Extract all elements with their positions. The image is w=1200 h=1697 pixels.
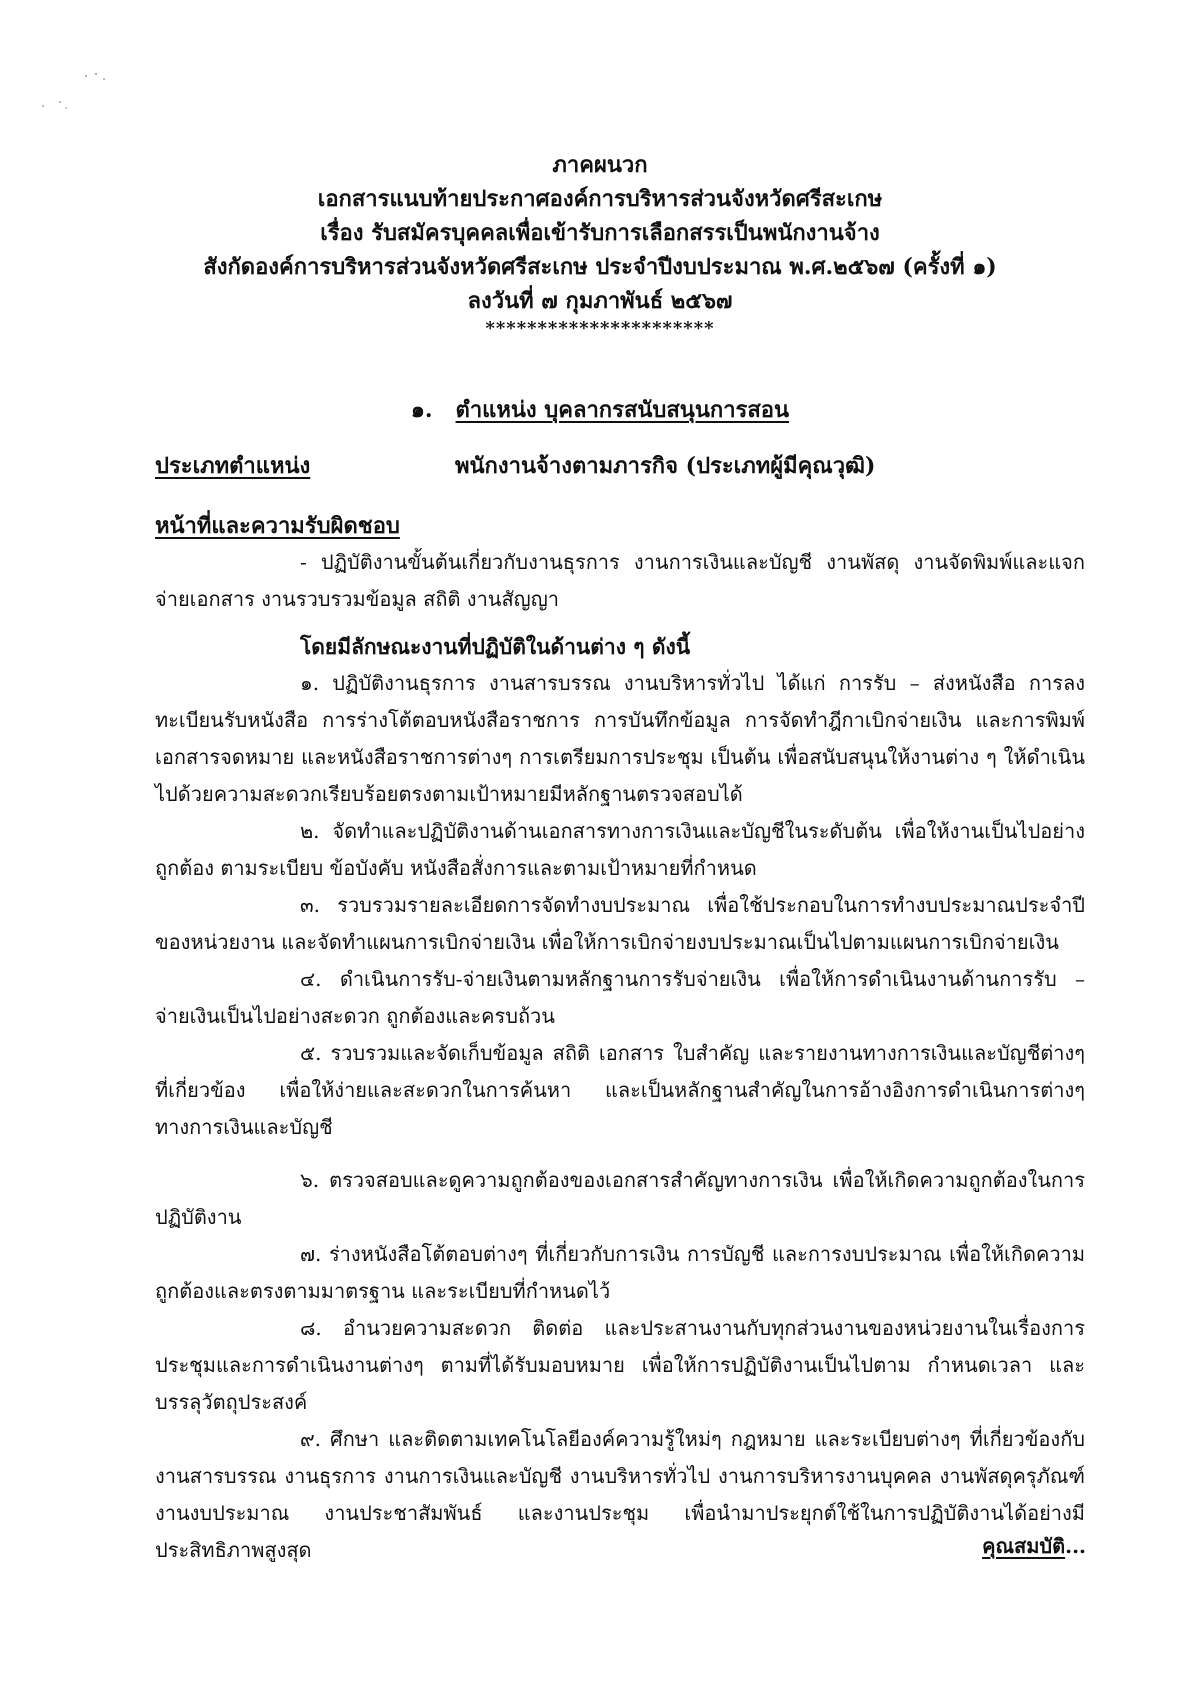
duties-summary: - ปฏิบัติงานขั้นต้นเกี่ยวกับงานธุรการ งานการเงินและบัญชี งานพัสดุ งานจัดพิมพ์และแจกจ่ายเอกสาร งานรวบรวมข้อมูล สถิติ งานสัญญา <box>155 550 1085 611</box>
header-agency: สังกัดองค์การบริหารส่วนจังหวัดศรีสะเกษ ประจำปีงบประมาณ พ.ศ.๒๕๖๗ (ครั้งที่ ๑) <box>203 254 997 280</box>
duties-subheading: โดยมีลักษณะงานที่ปฏิบัติในด้านต่าง ๆ ดังนี้ <box>300 634 691 659</box>
position-type-label: ประเภทตำแหน่ง <box>155 453 311 479</box>
section-number: ๑. <box>410 397 433 423</box>
duty-item: ๗. ร่างหนังสือโต้ตอบต่างๆ ที่เกี่ยวกับการเงิน การบัญชี และการงบประมาณ เพื่อให้เกิดความถูกต้องและตรงตามมาตรฐาน และระเบียบที่กำหนดไว้ <box>155 1242 1085 1303</box>
position-type-value: พนักงานจ้างตามภารกิจ (ประเภทผู้มีคุณวุฒิ) <box>455 453 876 479</box>
document-header <box>150 148 1050 340</box>
catchword-ellipsis: ... <box>1065 1534 1086 1558</box>
header-attachment: เอกสารแนบท้ายประกาศองค์การบริหารส่วนจังหวัดศรีสะเกษ <box>317 186 883 212</box>
next-page-catchword <box>982 1530 1086 1562</box>
duty-item: ๔. ดำเนินการรับ-จ่ายเงินตามหลักฐานการรับจ่ายเงิน เพื่อให้การดำเนินงานด้านการรับ – จ่ายเงินเป็นไปอย่างสะดวก ถูกต้องและครบถ้วน <box>155 967 1085 1028</box>
duty-item: ๒. จัดทำและปฏิบัติงานด้านเอกสารทางการเงินและบัญชีในระดับต้น เพื่อให้งานเป็นไปอย่างถูกต้อง ตามระเบียบ ข้อบังคับ หนังสือสั่งการและตามเป้าหมายที่กำหนด <box>155 819 1085 880</box>
next-section-label: คุณสมบัติ <box>982 1534 1066 1558</box>
duty-item: ๓. รวบรวมรายละเอียดการจัดทำงบประมาณ เพื่อใช้ประกอบในการทำงบประมาณประจำปีของหน่วยงาน และจัดทำแผนการเบิกจ่ายเงิน เพื่อให้การเบิกจ่ายงบประมาณเป็นไปตามแผนการเบิกจ่ายเงิน <box>155 893 1085 954</box>
header-appendix: ภาคผนวก <box>552 152 648 178</box>
duty-item: ๑. ปฏิบัติงานธุรการ งานสารบรรณ งานบริหารทั่วไป ได้แก่ การรับ – ส่งหนังสือ การลงทะเบียนรับหนังสือ การร่างโต้ตอบหนังสือราชการ การบันทึกข้อมูล การจัดทำฎีกาเบิกจ่ายเงิน และการพิมพ์เอกสารจดหมาย และหนังสือราชการต่างๆ การเตรียมการประชุม เป็นต้น เพื่อสนับสนุนให้งานต่าง ๆ ให้ดำเนินไปด้วยความสะดวกเรียบร้อยตรงตามเป้าหมายมีหลักฐานตรวจสอบได้ <box>155 671 1085 806</box>
duties-body <box>155 544 1085 1569</box>
duty-item: ๙. ศึกษา และติดตามเทคโนโลยีองค์ความรู้ใหม่ๆ กฎหมาย และระเบียบต่างๆ ที่เกี่ยวข้องกับงานสารบรรณ งานธุรการ งานการเงินและบัญชี งานบริหารทั่วไป งานการบริหารงานบุคคล งานพัสดุครุภัณฑ์ งานงบประมาณ งานประชาสัมพันธ์ และงานประชุม เพื่อนำมาประยุกต์ใช้ในการปฏิบัติงานได้อย่างมีประสิทธิภาพสูงสุด <box>155 1427 1085 1562</box>
section-title: ตำแหน่ง บุคลากรสนับสนุนการสอน <box>455 397 790 423</box>
duty-item: ๖. ตรวจสอบและดูความถูกต้องของเอกสารสำคัญทางการเงิน เพื่อให้เกิดความถูกต้องในการปฏิบัติงาน <box>155 1168 1085 1229</box>
duty-item: ๕. รวบรวมและจัดเก็บข้อมูล สถิติ เอกสาร ใบสำคัญ และรายงานทางการเงินและบัญชีต่างๆที่เกี่ยวข้อง เพื่อให้ง่ายและสะดวกในการค้นหา และเป็นหลักฐานสำคัญในการอ้างอิงการดำเนินการต่างๆทางการเงินและบัญชี <box>155 1041 1085 1139</box>
header-divider: ********************** <box>485 318 715 339</box>
header-subject: เรื่อง รับสมัครบุคคลเพื่อเข้ารับการเลือกสรรเป็นพนักงานจ้าง <box>320 220 880 246</box>
duty-item: ๘. อำนวยความสะดวก ติดต่อ และประสานงานกับทุกส่วนงานของหน่วยงานในเรื่องการประชุมและการดำเนินงานต่างๆ ตามที่ได้รับมอบหมาย เพื่อให้การปฏิบัติงานเป็นไปตาม กำหนดเวลา และบรรลุวัตถุประสงค์ <box>155 1316 1085 1414</box>
duties-heading: หน้าที่และความรับผิดชอบ <box>155 513 400 539</box>
scan-specks <box>38 68 128 118</box>
section-heading <box>150 392 1050 427</box>
header-date: ลงวันที่ ๗ กุมภาพันธ์ ๒๕๖๗ <box>467 288 733 314</box>
